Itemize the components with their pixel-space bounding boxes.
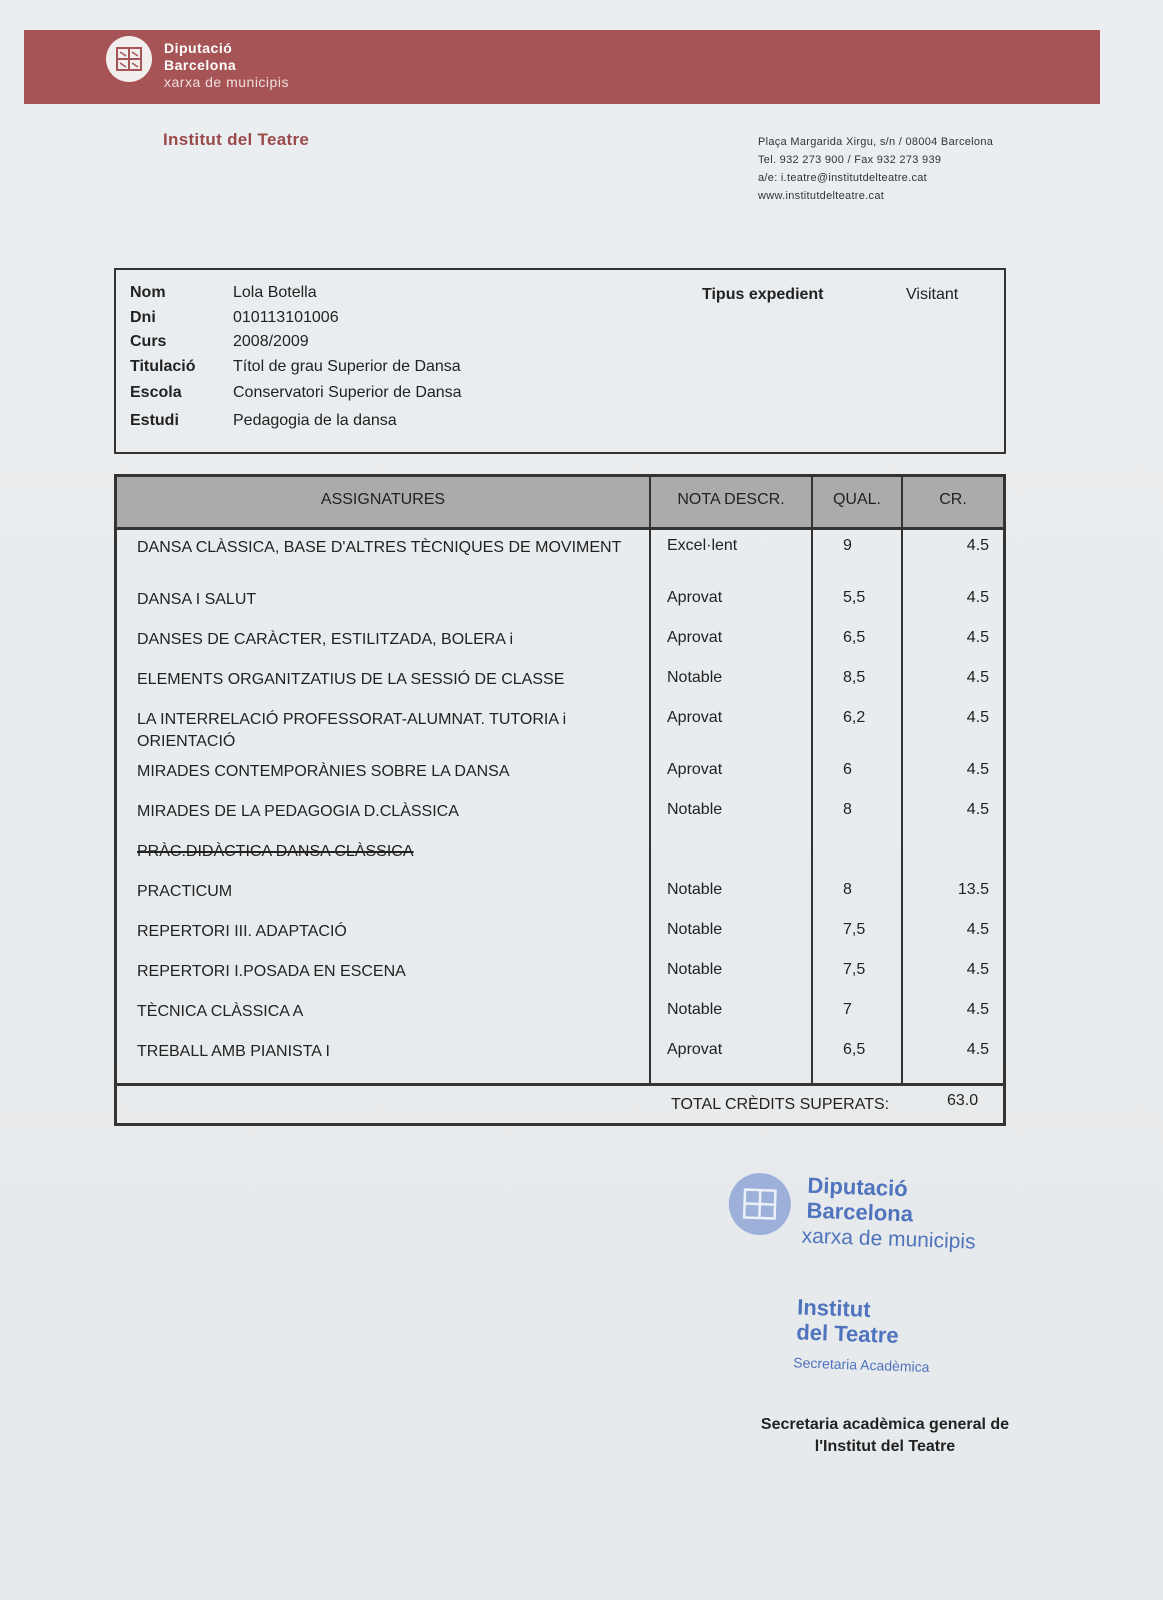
grade-description: Aprovat (667, 589, 723, 606)
banner-org-name (164, 40, 289, 91)
diputacio-logo-icon (106, 36, 152, 82)
info-value: 2008/2009 (233, 333, 309, 350)
contact-phone: Tel. 932 273 900 / Fax 932 273 939 (758, 154, 942, 166)
info-value: 010113101006 (233, 309, 339, 326)
credits: 4.5 (966, 537, 989, 554)
credits: 4.5 (966, 1001, 989, 1018)
info-value: Lola Botella (233, 284, 317, 301)
contact-email: a/e: i.teatre@institutdelteatre.cat (758, 172, 928, 184)
grade-description: Notable (667, 921, 723, 938)
total-credits-label: TOTAL CRÈDITS SUPERATS: (671, 1096, 890, 1113)
column-divider (649, 477, 651, 1083)
grade-description: Aprovat (667, 1041, 723, 1058)
stamp-line-2: Barcelona (806, 1197, 914, 1227)
credits: 4.5 (966, 1041, 989, 1058)
stamp-logo-icon (728, 1172, 792, 1236)
header-nota: NOTA DESCR. (677, 491, 785, 508)
info-label: Estudi (130, 412, 179, 429)
info-label: Nom (130, 284, 166, 301)
grade-value: 5,5 (843, 589, 866, 606)
subject-name: MIRADES DE LA PEDAGOGIA D.CLÀSSICA (137, 803, 459, 820)
subject-name: DANSA CLÀSSICA, BASE D'ALTRES TÈCNIQUES DE MOVIMENT (137, 539, 622, 556)
credits: 4.5 (966, 961, 989, 978)
grade-value: 7,5 (843, 961, 866, 978)
credits: 4.5 (966, 629, 989, 646)
credits: 4.5 (966, 669, 989, 686)
info-row-escola (130, 384, 462, 402)
org-line-1: Diputació (164, 40, 233, 56)
signature-line-1: Secretaria acadèmica general de (760, 1416, 1010, 1433)
grade-description: Aprovat (667, 709, 723, 726)
info-row-dni (130, 309, 339, 327)
org-line-2: Barcelona (164, 57, 237, 73)
header-banner (24, 30, 1100, 104)
grade-description: Notable (667, 881, 723, 898)
column-divider (901, 477, 903, 1083)
total-credits-value: 63.0 (947, 1092, 979, 1109)
grade-value: 6,5 (843, 1041, 866, 1058)
grade-value: 8,5 (843, 669, 866, 686)
header-assignatures: ASSIGNATURES (320, 491, 446, 508)
grade-value: 6 (843, 761, 852, 778)
subject-name: PRACTICUM (137, 883, 233, 900)
org-line-3: xarxa de municipis (164, 74, 289, 90)
subject-name: LA INTERRELACIÓ PROFESSORAT-ALUMNAT. TUTORIA i ORIENTACIÓ (137, 711, 567, 750)
subject-name: TREBALL AMB PIANISTA I (137, 1043, 330, 1060)
tipus-expedient-label: Tipus expedient (702, 286, 824, 303)
grade-value: 8 (843, 881, 852, 898)
subject-name: DANSA I SALUT (137, 591, 257, 608)
credits: 4.5 (966, 589, 989, 606)
subject-name: TÈCNICA CLÀSSICA A (137, 1003, 304, 1020)
contact-block (758, 133, 993, 205)
subject-name: ELEMENTS ORGANITZATIUS DE LA SESSIÓ DE CLASSE (137, 671, 565, 688)
credits: 4.5 (966, 761, 989, 778)
stamp-line-4: Institut (796, 1294, 871, 1322)
subject-name: DANSES DE CARÀCTER, ESTILITZADA, BOLERA i (137, 631, 514, 648)
column-divider (811, 477, 813, 1083)
subject-name: REPERTORI III. ADAPTACIÓ (137, 923, 347, 940)
credits: 4.5 (966, 921, 989, 938)
info-row-estudi (130, 412, 397, 430)
info-row-curs (130, 333, 309, 351)
stamp-line-5: del Teatre (795, 1319, 900, 1348)
contact-address: Plaça Margarida Xirgu, s/n / 08004 Barcelona (758, 136, 994, 148)
grade-value: 9 (843, 537, 852, 554)
grade-description: Notable (667, 1001, 723, 1018)
header-cr: CR. (939, 491, 967, 508)
subject-name: REPERTORI I.POSADA EN ESCENA (137, 963, 406, 980)
grade-description: Excel·lent (667, 537, 738, 554)
grade-description: Aprovat (667, 761, 723, 778)
grade-description: Notable (667, 961, 723, 978)
grade-description: Aprovat (667, 629, 723, 646)
grade-value: 7 (843, 1001, 852, 1018)
grade-description: Notable (667, 801, 723, 818)
info-row-titulacio (130, 358, 461, 376)
table-footer-divider (117, 1083, 1003, 1086)
info-label: Curs (130, 333, 167, 350)
info-value: Pedagogia de la dansa (233, 412, 397, 429)
table-header (117, 477, 1003, 530)
grade-value: 6,2 (843, 709, 866, 726)
header-qual: QUAL. (832, 491, 881, 508)
credits: 13.5 (957, 881, 989, 898)
credits: 4.5 (966, 801, 989, 818)
subject-name: MIRADES CONTEMPORÀNIES SOBRE LA DANSA (137, 763, 510, 780)
grade-description: Notable (667, 669, 723, 686)
grade-value: 8 (843, 801, 852, 818)
stamp-institut (796, 1294, 900, 1348)
grade-value: 6,5 (843, 629, 866, 646)
signature-block (740, 1414, 1030, 1458)
student-info-box (114, 268, 1006, 454)
credits: 4.5 (966, 709, 989, 726)
info-label: Dni (130, 309, 156, 326)
tipus-expedient-value: Visitant (906, 286, 959, 303)
institution-name: Institut del Teatre (163, 130, 310, 149)
contact-web: www.institutdelteatre.cat (758, 190, 885, 202)
stamp-line-1: Diputació (807, 1172, 909, 1202)
subject-name-struck: PRÀC.DIDÀCTICA DANSA CLÀSSICA (137, 843, 414, 860)
stamp-org (806, 1173, 914, 1227)
stamp-line-6: Secretaria Acadèmica (793, 1354, 930, 1376)
info-value: Conservatori Superior de Dansa (233, 384, 462, 401)
info-value: Títol de grau Superior de Dansa (233, 358, 461, 375)
info-label: Titulació (130, 358, 196, 375)
grade-value: 7,5 (843, 921, 866, 938)
stamp-line-3: xarxa de municipis (801, 1224, 976, 1254)
info-row-nom (130, 284, 317, 302)
info-label: Escola (130, 384, 182, 401)
grades-table (114, 474, 1006, 1126)
signature-line-2: l'Institut del Teatre (814, 1438, 956, 1455)
